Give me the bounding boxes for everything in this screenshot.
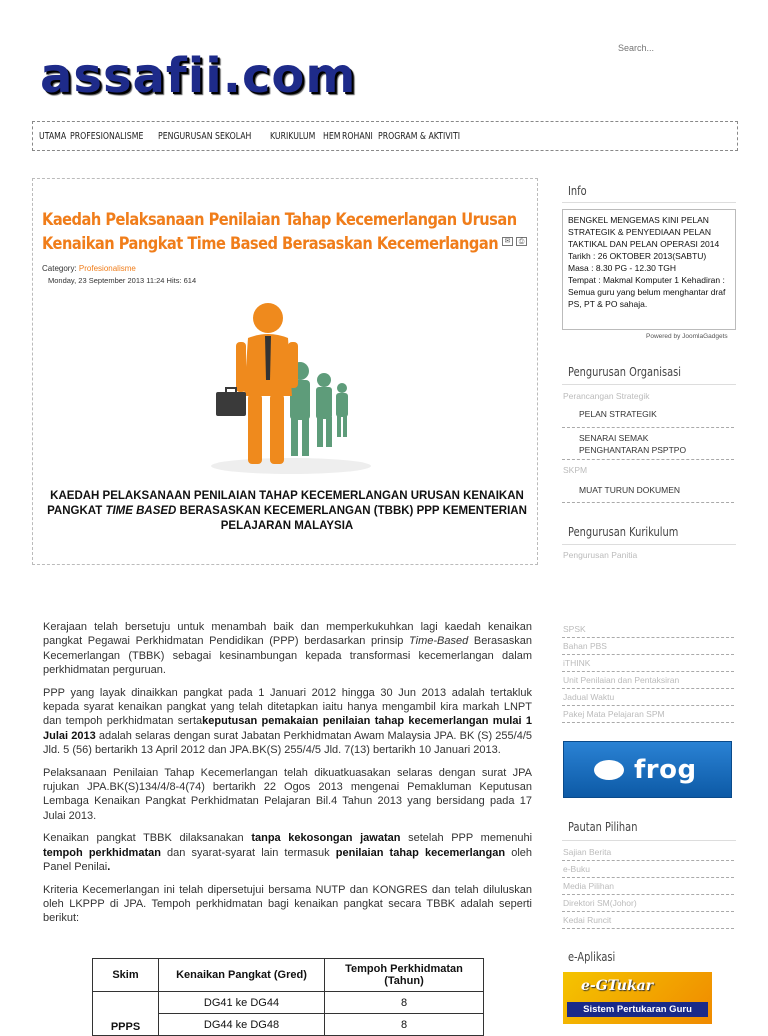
- paragraph-1: Kerajaan telah bersetuju untuk menambah baik dan memperkukuhkan lagi kaedah kenaikan pangkat Pegawai Perkhidmatan Pendidikan (PPP) berdasarkan prinsip Time-Based Berasaskan Kecemerlangan (TBBK) sebagai kesinambungan kepada transformasi kecemerlangan dalam perkhidmatan perguruan.: [43, 621, 532, 676]
- table-cell: 8: [325, 1014, 484, 1036]
- caption-italic: TIME BASED: [105, 505, 177, 517]
- egtukar-banner[interactable]: [563, 972, 712, 1024]
- paragraph-3: Pelaksanaan Penilaian Tahap Kecemerlangan telah dikuatkuasakan selaras dengan surat JPA rujukan JPA.BK(S)134/4/8-4(74) bertarikh 22 Ogos 2013 mengenai Pemakluman Keputusan Lembaga Kenaikan Pangkat Perkhidmatan Pelajaran Bil.4 Tahun 2013 yang bersidang pada 17 Julai 2013.: [43, 766, 532, 822]
- egtukar-text: Sistem Pertukaran Guru: [567, 1002, 708, 1017]
- sidebar-link[interactable]: Direktori SM(Johor): [563, 898, 637, 908]
- sidebar-link[interactable]: Pengurusan Panitia: [563, 550, 638, 560]
- sidebar-link[interactable]: Kedai Runcit: [563, 915, 612, 925]
- table-cell-skim: PPPS: [93, 992, 159, 1036]
- sidebar-link[interactable]: iTHINK: [563, 658, 591, 668]
- info-line: Tarikh : 26 OKTOBER 2013(SABTU): [568, 251, 707, 261]
- sidebar-heading-organisasi: Pengurusan Organisasi: [568, 365, 682, 379]
- table-cell: DG44 ke DG48: [159, 1014, 325, 1036]
- info-line: Tempat : Makmal Komputer 1 Kehadiran :: [568, 275, 725, 285]
- sidebar-heading-pautan: Pautan Pilihan: [568, 820, 638, 834]
- paragraph-5: Kriteria Kecemerlangan ini telah dipersetujui bersama NUTP dan KONGRES dan telah diluluskan oleh LKPPP di JPA. Tempoh perkhidmatan bagi kenaikan pangkat secara TBBK adalah seperti berikut:: [43, 883, 532, 925]
- sidebar-link[interactable]: e-Buku: [563, 864, 590, 874]
- site-logo[interactable]: assafii.com: [40, 48, 357, 104]
- sidebar-link[interactable]: SPSK: [563, 624, 586, 634]
- info-line: Masa : 8.30 PG - 12.30 TGH: [568, 263, 677, 273]
- caption-part-1: KAEDAH PELAKSANAAN PENILAIAN TAHAP KECEMERLANGAN URUSAN KENAIKAN PANGKAT: [47, 490, 524, 517]
- sidebar-heading-eaplikasi: e-Aplikasi: [568, 950, 616, 964]
- table-row: [93, 992, 484, 1014]
- sidebar-heading-info: Info: [568, 184, 587, 198]
- sidebar-link[interactable]: SKPM: [563, 465, 588, 475]
- divider: [562, 502, 734, 503]
- nav-program-aktiviti[interactable]: PROGRAM & AKTIVITI: [377, 130, 460, 142]
- business-people-illustration: [196, 296, 386, 478]
- divider: [562, 384, 736, 385]
- divider: [562, 637, 734, 638]
- paragraph-2: PPP yang layak dinaikkan pangkat pada 1 Januari 2012 hingga 30 Jun 2013 adalah tertakluk kepada syarat kenaikan pangkat yang telah ditetapkan iaitu hanya mengambil kira markah LNPT dan tempoh perkhidmatan sertakeputusan pemakaian penilaian tahap kecemerlangan mulai 1 Julai 2013 adalah selaras dengan surat Jabatan Perkhidmatan Awam Malaysia JPA. BK (S) 255/4/5 Jld. 5 (56) bertarikh 13 April 2012 dan JPA.BK(S) 255/4/5 Jld. 7(13) bertarikh 10 Januari 2013.: [43, 686, 533, 756]
- divider: [562, 427, 734, 428]
- table-header: Kenaikan Pangkat (Gred): [159, 959, 325, 992]
- info-line: BENGKEL MENGEMAS KINI PELAN STRATEGIK & PENYEDIAAN PELAN TAKTIKAL DAN PELAN OPERASI 2014: [568, 215, 720, 249]
- sidebar-link[interactable]: Perancangan Strategik: [563, 391, 650, 401]
- sidebar-link[interactable]: Pakej Mata Pelajaran SPM: [563, 709, 665, 719]
- divider: [562, 840, 736, 841]
- article-title[interactable]: Kaedah Pelaksanaan Penilaian Tahap Kecemerlangan Urusan Kenaikan Pangkat Time Based Berasaskan Kecemerlangan: [42, 210, 517, 254]
- info-line: Semua guru yang belum menghantar draf PS, PT & PO sahaja.: [568, 287, 726, 309]
- nav-pengurusan-sekolah[interactable]: PENGURUSAN SEKOLAH: [157, 130, 252, 142]
- table-cell: DG41 ke DG44: [159, 992, 325, 1014]
- table-header-row: [93, 959, 484, 992]
- divider: [562, 860, 734, 861]
- table-header: Skim: [93, 959, 159, 992]
- divider: [562, 722, 734, 723]
- divider: [562, 894, 734, 895]
- frog-banner[interactable]: [563, 741, 732, 798]
- print-icon[interactable]: ⎙: [516, 237, 527, 246]
- caption-part-2: BERASASKAN KECEMERLANGAN (TBBK) PPP KEMENTERIAN PELAJARAN MALAYSIA: [176, 505, 527, 532]
- egtukar-logo: e-GTukar: [581, 978, 654, 994]
- category-link[interactable]: Profesionalisme: [78, 264, 136, 273]
- article-tools: [502, 237, 527, 246]
- divider: [562, 459, 734, 460]
- divider: [562, 202, 736, 203]
- sidebar-link[interactable]: Jadual Waktu: [563, 692, 615, 702]
- article-body: [43, 620, 532, 934]
- search-input[interactable]: [618, 38, 736, 58]
- sidebar-link[interactable]: MUAT TURUN DOKUMEN: [579, 485, 681, 495]
- sidebar-heading-kurikulum: Pengurusan Kurikulum: [568, 525, 679, 539]
- sidebar-link[interactable]: Bahan PBS: [563, 641, 607, 651]
- frog-icon: [594, 760, 624, 780]
- divider: [562, 911, 734, 912]
- article-meta: Monday, 23 September 2013 11:24 Hits: 614: [48, 276, 197, 285]
- table-header: Tempoh Perkhidmatan (Tahun): [325, 959, 484, 992]
- sidebar-link[interactable]: Media Pilihan: [563, 881, 615, 891]
- sidebar-link[interactable]: PELAN STRATEGIK: [579, 409, 657, 419]
- article-caption: [42, 489, 532, 534]
- main-nav: [32, 121, 738, 151]
- nav-rohani[interactable]: ROHANI: [342, 130, 374, 142]
- divider: [562, 688, 734, 689]
- powered-by[interactable]: Powered by JoomlaGadgets: [646, 333, 728, 340]
- nav-profesionalisme[interactable]: PROFESIONALISME: [70, 130, 144, 142]
- category-label: Category:: [42, 264, 77, 273]
- divider: [562, 928, 734, 929]
- email-icon[interactable]: ✉: [502, 237, 513, 246]
- sidebar-link[interactable]: Unit Penilaian dan Pentaksiran: [563, 675, 680, 685]
- divider: [562, 544, 736, 545]
- nav-kurikulum[interactable]: KURIKULUM: [269, 130, 315, 142]
- frog-label: frog: [634, 754, 697, 785]
- divider: [562, 705, 734, 706]
- info-box: [562, 209, 736, 330]
- article-category: [42, 264, 136, 273]
- divider: [562, 671, 734, 672]
- nav-utama[interactable]: UTAMA: [39, 130, 67, 142]
- tbbk-table: [92, 958, 484, 1036]
- nav-hem[interactable]: HEM: [322, 130, 341, 142]
- sidebar-link[interactable]: Sajian Berita: [563, 847, 612, 857]
- table-cell: 8: [325, 992, 484, 1014]
- divider: [562, 877, 734, 878]
- divider: [562, 654, 734, 655]
- paragraph-4: Kenaikan pangkat TBBK dilaksanakan tanpa kekosongan jawatan setelah PPP memenuhi tempoh perkhidmatan dan syarat-syarat lain termasuk penilaian tahap kecemerlangan oleh Panel Penilai.: [43, 832, 533, 873]
- sidebar-link[interactable]: SENARAI SEMAK PENGHANTARAN PSPTPO: [579, 433, 687, 455]
